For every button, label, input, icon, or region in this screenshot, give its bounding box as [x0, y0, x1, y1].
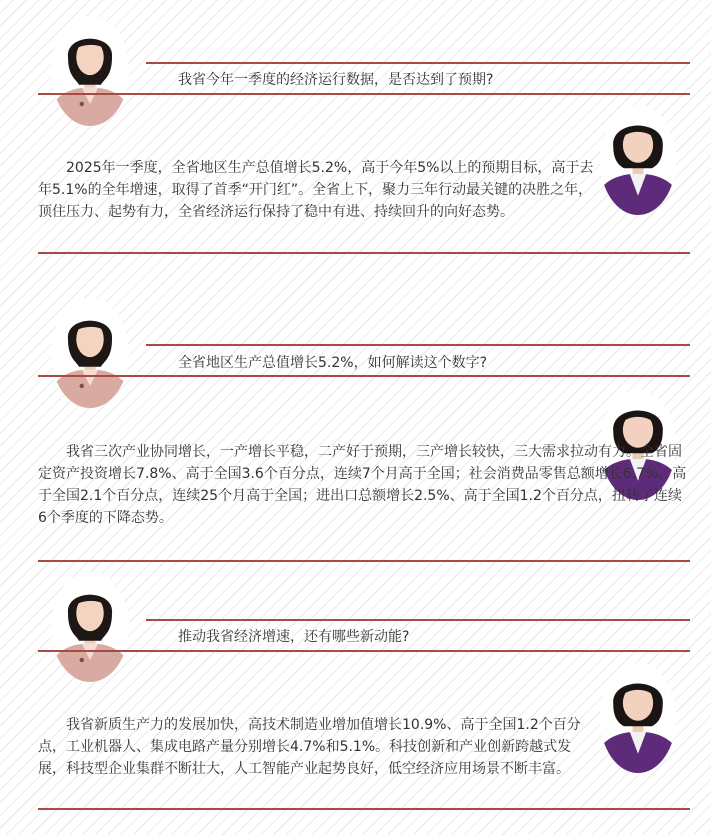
question-text: 推动我省经济增速，还有哪些新动能? — [178, 629, 410, 645]
guest-avatar — [600, 663, 676, 773]
question-divider-bottom — [38, 650, 690, 652]
question-text: 我省今年一季度的经济运行数据，是否达到了预期? — [178, 72, 494, 88]
question-divider-bottom — [38, 375, 690, 377]
question-divider-top — [146, 62, 690, 64]
host-avatar — [51, 298, 129, 408]
question-text: 全省地区生产总值增长5.2%，如何解读这个数字? — [178, 355, 487, 371]
question-divider-top — [146, 619, 690, 621]
answer-text: 我省新质生产力的发展加快，高技术制造业增加值增长10.9%、高于全国1.2个百分点，工业机器人、集成电路产量分别增长4.7%和5.1%。科技创新和产业创新跨越式发展，科技型企业集群不断壮大，人工智能产业起势良好，低空经济应用场景不断丰富。 — [38, 717, 581, 777]
guest-avatar — [600, 105, 676, 215]
question-divider-bottom — [38, 93, 690, 95]
answer-divider — [38, 252, 690, 254]
host-avatar — [51, 572, 129, 682]
question-divider-top — [146, 344, 690, 346]
answer-divider — [38, 560, 690, 562]
answer-text: 2025年一季度，全省地区生产总值增长5.2%，高于今年5%以上的预期目标，高于去年5.1%的全年增速，取得了首季“开门红”。全省上下，聚力三年行动最关键的决胜之年，顶住压力、起势有力，全省经济运行保持了稳中有进、持续回升的向好态势。 — [38, 160, 594, 220]
answer-divider — [38, 808, 690, 810]
answer-text: 我省三次产业协同增长，一产增长平稳，二产好于预期，三产增长较快，三大需求拉动有力。全省固定资产投资增长7.8%、高于全国3.6个百分点，连续7个月高于全国；社会消费品零售总额增长6.7%、高于全国2.1个百分点，连续25个月高于全国；进出口总额增长2.5%、高于全国1.2个百分点，扭转了连续6个季度的下降态势。 — [38, 444, 687, 526]
host-avatar — [51, 16, 129, 126]
